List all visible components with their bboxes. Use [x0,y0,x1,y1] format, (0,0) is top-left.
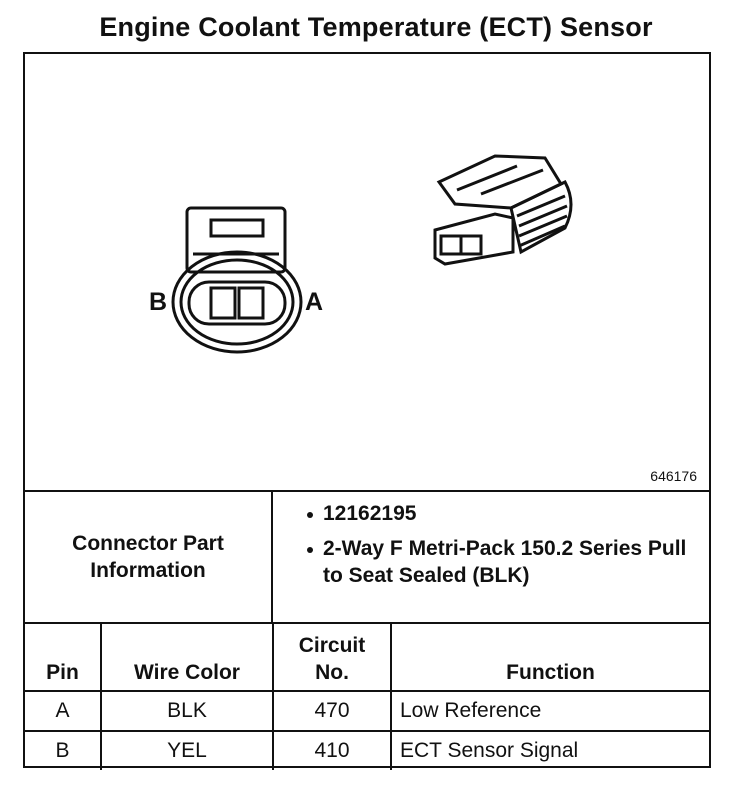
wire-color-cell: YEL [101,731,273,770]
function-header: Function [391,624,709,691]
circuit-cell: 410 [273,731,391,770]
terminal-a [239,288,263,318]
connector-seal-outer [173,252,301,352]
bullet-icon [307,512,313,518]
pin-b-label: B [149,288,168,316]
pin-cell: B [25,731,101,770]
connector-illustration [25,54,709,490]
connector-front-view [173,208,301,352]
connector-info-label-line2: Information [90,559,206,582]
list-item [297,500,697,527]
connector-face [189,282,285,324]
page-title: Engine Coolant Temperature (ECT) Sensor [99,12,653,42]
pin-table [25,624,709,770]
perspective-front [435,214,513,264]
figure-id: 646176 [650,468,697,484]
pin-cell: A [25,691,101,731]
latch-window [211,220,263,236]
circuit-header-line1: Circuit [298,634,366,657]
bullet-icon [307,547,313,553]
function-cell: Low Reference [391,691,709,731]
pin-a-label: A [305,288,324,316]
table-header-row [25,624,709,691]
connector-info-label [25,492,273,622]
wire-color-cell: BLK [101,691,273,731]
connector-description: 2-Way F Metri-Pack 150.2 Series Pull to Seat Sealed (BLK) [323,537,687,587]
list-item [297,535,697,589]
function-cell: ECT Sensor Signal [391,731,709,770]
connector-info-label-line1: Connector Part [72,532,224,555]
circuit-header-line2: No. [315,661,349,684]
connector-info-row [25,492,709,624]
circuit-cell: 470 [273,691,391,731]
connector-info-list [297,500,697,597]
connector-figure [25,54,709,492]
connector-perspective-view [435,156,571,264]
pin-header: Pin [25,624,101,691]
table-row [25,731,709,770]
perspective-top [439,156,561,208]
wire-color-header: Wire Color [101,624,273,691]
table-row [25,691,709,731]
terminal-b [211,288,235,318]
connector-top-latch [187,208,285,272]
part-number: 12162195 [323,502,417,525]
circuit-header [273,624,391,691]
connector-frame [23,52,711,768]
